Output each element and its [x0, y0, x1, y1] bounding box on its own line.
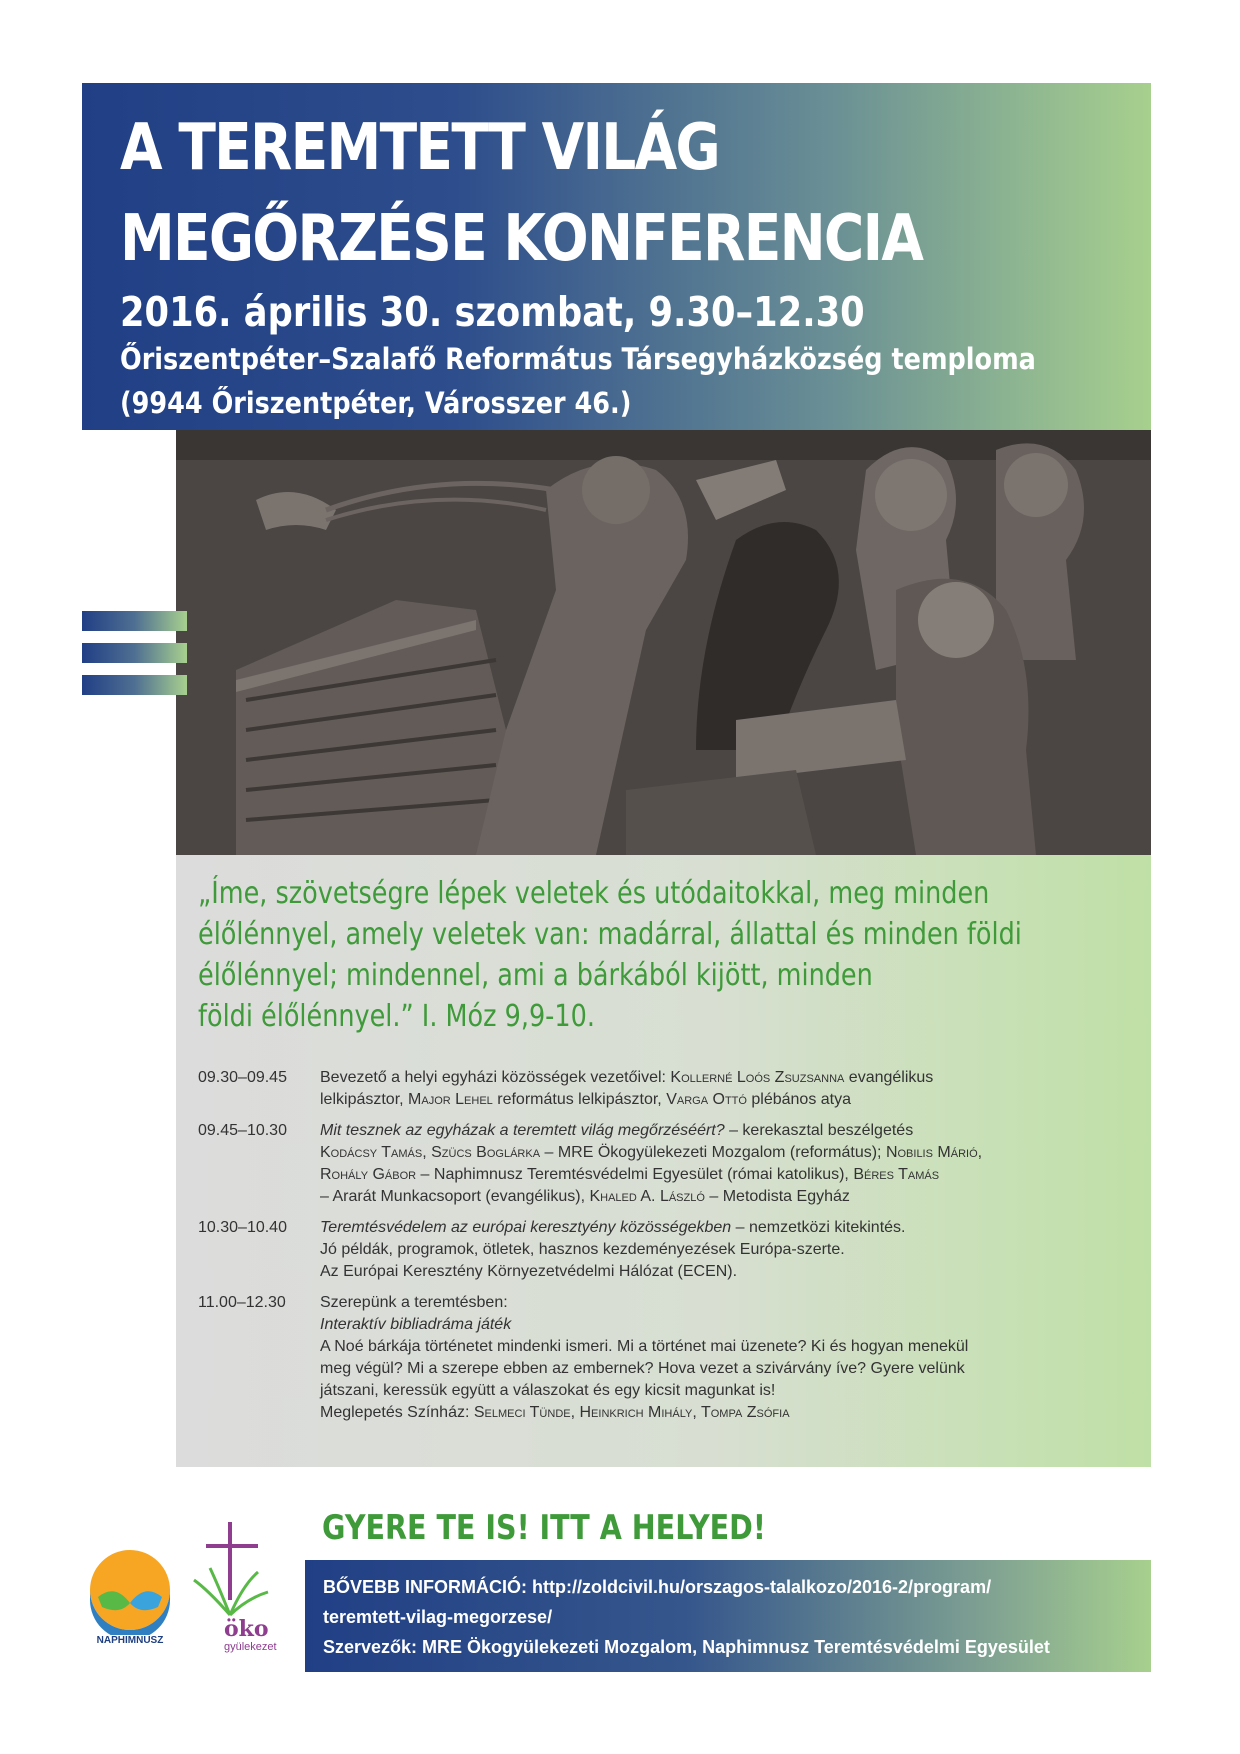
- program-item: [198, 1292, 1128, 1424]
- quote-line: földi élőlénnyel.” I. Móz 9,9-10.: [198, 999, 595, 1034]
- text: plébános atya: [746, 1091, 852, 1108]
- relief-illustration: [176, 430, 1151, 855]
- program-time: 09.30–09.45: [198, 1069, 287, 1086]
- text: Szerepünk a teremtésben:: [320, 1294, 508, 1311]
- text: Bevezető a helyi egyházi közösségek vezetőivel:: [320, 1069, 671, 1086]
- program-description: [320, 1292, 1128, 1424]
- event-date: 2016. április 30. szombat, 9.30–12.30: [120, 288, 865, 336]
- program-item: [198, 1217, 1128, 1283]
- text: evangélikus: [844, 1069, 934, 1086]
- program-time: 11.00–12.30: [198, 1294, 286, 1311]
- cross-plant-icon: [188, 1520, 298, 1620]
- event-address: (9944 Őriszentpéter, Városszer 46.): [120, 386, 632, 420]
- info-link-continued[interactable]: teremtett-vilag-megorzese/: [323, 1607, 553, 1627]
- quote-line: „Íme, szövetségre lépek veletek és utódaitokkal, meg minden: [198, 876, 990, 911]
- speaker-name: Szücs Boglárka: [431, 1144, 541, 1161]
- program-item: [198, 1120, 1128, 1208]
- text: – MRE Ökogyülekezeti Mozgalom (református);: [540, 1144, 886, 1161]
- naphimnusz-logo-text: NAPHIMNUSZ: [96, 1635, 164, 1646]
- event-venue: Őriszentpéter–Szalafő Református Társegyházközség temploma: [120, 342, 1036, 376]
- session-title: Teremtésvédelem az európai keresztyény közösségekben: [320, 1219, 732, 1236]
- relief-photo: [176, 430, 1151, 855]
- program-time: 09.45–10.30: [198, 1122, 287, 1139]
- speaker-name: Kodácsy Tamás: [320, 1144, 423, 1161]
- text: Jó példák, programok, ötletek, hasznos kezdeményezések Európa-szerte.: [320, 1241, 845, 1258]
- text: ,: [977, 1144, 983, 1161]
- text: – kerekasztal beszélgetés: [724, 1122, 914, 1139]
- speaker-name: Rohály Gábor: [320, 1166, 417, 1183]
- speaker-name: Béres Tamás: [853, 1166, 940, 1183]
- title-line-1: A TEREMTETT VILÁG: [120, 111, 719, 185]
- stripe: [82, 643, 187, 663]
- session-title: Mit tesznek az egyházak a teremtett világ megőrzéséért?: [320, 1122, 725, 1139]
- call-to-action: GYERE TE IS! ITT A HELYED!: [322, 1508, 766, 1548]
- oko-logo-subtext: gyülekezet: [224, 1641, 277, 1653]
- program-item: [198, 1067, 1128, 1111]
- quote-line: élőlénnyel; mindennel, ami a bárkából kijött, minden: [198, 958, 873, 993]
- content-panel: [176, 855, 1151, 1467]
- program-description: [320, 1067, 1128, 1111]
- title-line-2: MEGŐRZÉSE KONFERENCIA: [120, 202, 923, 276]
- program-time: 10.30–10.40: [198, 1219, 287, 1236]
- speaker-name: Khaled A. László: [589, 1188, 705, 1205]
- text: – nemzetközi kitekintés.: [731, 1219, 906, 1236]
- quote-line: élőlénnyel, amely veletek van: madárral, állattal és minden földi: [198, 917, 1022, 952]
- text: lelkipásztor,: [320, 1091, 409, 1108]
- text: – Metodista Egyház: [704, 1188, 850, 1205]
- text: meg végül? Mi a szerepe ebben az embernek? Hova vezet a szivárvány íve? Gyere velünk: [320, 1360, 965, 1377]
- stripe: [82, 611, 187, 631]
- speaker-name: Nobilis Márió: [885, 1144, 978, 1161]
- program-description: [320, 1120, 1128, 1208]
- text: református lelkipásztor,: [492, 1091, 667, 1108]
- text: A Noé bárkája történetet mindenki ismeri. Mi a történet mai üzenete? Ki és hogyan menekül: [320, 1338, 969, 1355]
- decorative-stripes: [82, 611, 187, 707]
- oko-logo-text: öko: [224, 1616, 269, 1642]
- program-description: [320, 1217, 1128, 1283]
- info-box: [305, 1560, 1151, 1672]
- session-title: Interaktív bibliadráma játék: [320, 1316, 512, 1333]
- header-banner: [82, 83, 1151, 430]
- text: Az Európai Keresztény Környezetvédelmi Hálózat (ECEN).: [320, 1263, 738, 1280]
- bible-quote: [198, 873, 1022, 1037]
- speaker-name: Varga Ottó: [666, 1091, 747, 1108]
- text: – Ararát Munkacsoport (evangélikus),: [320, 1188, 590, 1205]
- text: Meglepetés Színház:: [320, 1404, 474, 1421]
- stripe: [82, 675, 187, 695]
- sun-hands-icon: [80, 1545, 180, 1635]
- oko-gyulekezet-logo: [188, 1520, 298, 1660]
- naphimnusz-logo: [80, 1545, 180, 1655]
- text: ,: [422, 1144, 432, 1161]
- speaker-name: Major Lehel: [408, 1091, 493, 1108]
- organizers: Szervezők: MRE Ökogyülekezeti Mozgalom, Naphimnusz Teremtésvédelmi Egyesület: [323, 1637, 1050, 1657]
- speaker-name: Selmeci Tünde, Heinkrich Mihály, Tompa Zsófia: [473, 1404, 790, 1421]
- speaker-name: Kollerné Loós Zsuzsanna: [670, 1069, 845, 1086]
- info-link[interactable]: BŐVEBB INFORMÁCIÓ: http://zoldcivil.hu/orszagos-talalkozo/2016-2/program/: [323, 1577, 992, 1597]
- text: – Naphimnusz Teremtésvédelmi Egyesület (római katolikus),: [416, 1166, 854, 1183]
- text: játszani, keressük együtt a válaszokat és egy kicsit magunkat is!: [320, 1382, 776, 1399]
- program-list: [198, 1067, 1128, 1433]
